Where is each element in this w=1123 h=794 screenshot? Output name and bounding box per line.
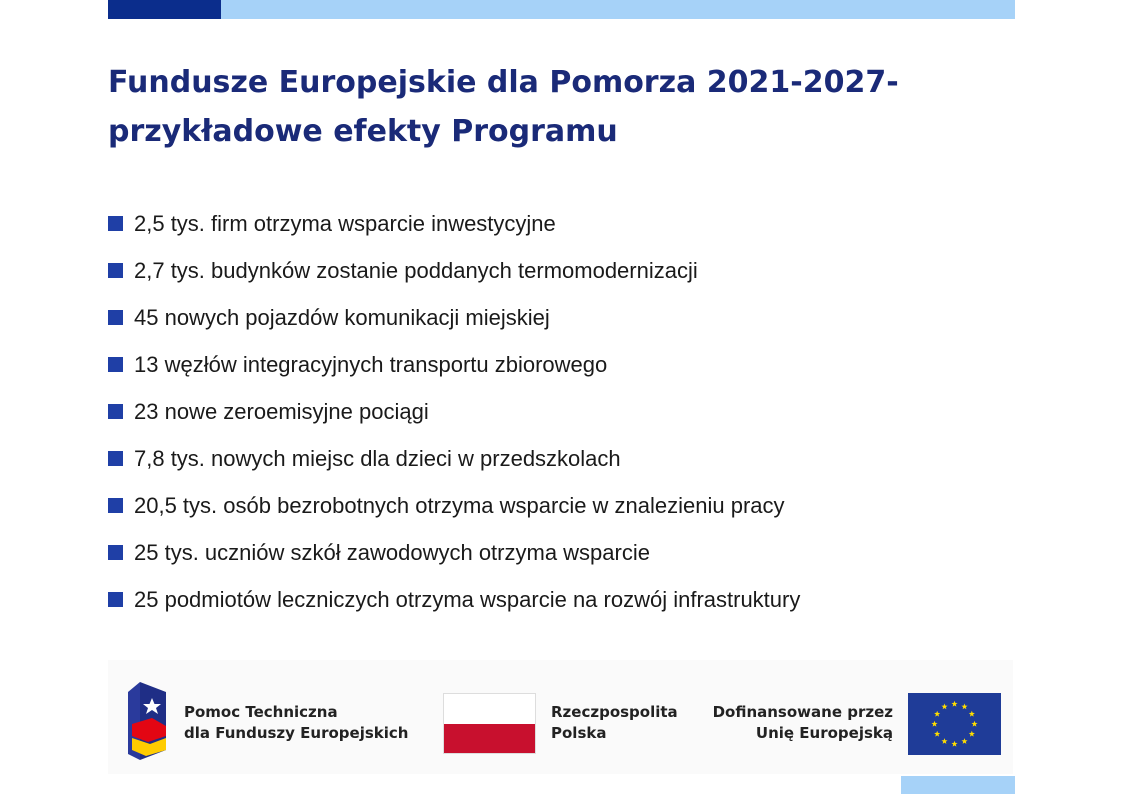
list-item: [108, 247, 800, 294]
republic-of-poland-caption: [551, 702, 678, 744]
bottom-accent-bar: [901, 776, 1015, 794]
page-title: [108, 58, 1008, 156]
list-item-text: 45 nowych pojazdów komunikacji miejskiej: [134, 304, 550, 330]
top-accent-bar-dark: [108, 0, 221, 19]
list-item: [108, 529, 800, 576]
eu-cofunding-line-2: Unię Europejską: [755, 724, 893, 742]
european-funds-logo-icon: [126, 680, 168, 762]
square-bullet-icon: [108, 404, 123, 419]
list-item: [108, 435, 800, 482]
eu-star-icon: [934, 731, 940, 737]
eu-flag-icon: [908, 693, 1001, 755]
square-bullet-icon: [108, 357, 123, 372]
list-item-text: 25 podmiotów leczniczych otrzyma wsparcie na rozwój infrastruktury: [134, 586, 801, 612]
square-bullet-icon: [108, 592, 123, 607]
page-title-line-1: Fundusze Europejskie dla Pomorza 2021-2027-: [108, 65, 899, 100]
eu-star-icon: [961, 738, 967, 744]
list-item-text: 2,7 tys. budynków zostanie poddanych termomodernizacji: [134, 257, 698, 283]
republic-of-poland-line-1: Rzeczpospolita: [551, 703, 678, 721]
square-bullet-icon: [108, 216, 123, 231]
list-item-text: 23 nowe zeroemisyjne pociągi: [134, 398, 429, 424]
eu-star-icon: [941, 738, 947, 744]
eu-star-icon: [971, 721, 977, 727]
list-item-text: 2,5 tys. firm otrzyma wsparcie inwestycyjne: [134, 210, 556, 236]
effects-list: [108, 200, 800, 623]
eu-star-icon: [934, 711, 940, 717]
square-bullet-icon: [108, 545, 123, 560]
republic-of-poland-line-2: Polska: [551, 724, 607, 742]
eu-star-icon: [941, 703, 947, 709]
square-bullet-icon: [108, 263, 123, 278]
eu-star-icon: [951, 701, 957, 707]
top-accent-bar-light: [221, 0, 1015, 19]
eu-star-icon: [931, 721, 937, 727]
list-item: [108, 200, 800, 247]
poland-flag-icon: [443, 693, 536, 754]
list-item: [108, 294, 800, 341]
square-bullet-icon: [108, 310, 123, 325]
list-item: [108, 388, 800, 435]
list-item-text: 7,8 tys. nowych miejsc dla dzieci w przedszkolach: [134, 445, 621, 471]
technical-assistance-line-2: dla Funduszy Europejskich: [184, 724, 409, 742]
eu-star-icon: [961, 703, 967, 709]
square-bullet-icon: [108, 498, 123, 513]
square-bullet-icon: [108, 451, 123, 466]
list-item: [108, 482, 800, 529]
eu-stars-circle-icon: [908, 693, 1001, 755]
list-item-text: 20,5 tys. osób bezrobotnych otrzyma wsparcie w znalezieniu pracy: [134, 492, 785, 518]
poland-flag-red-band: [444, 724, 535, 754]
technical-assistance-line-1: Pomoc Techniczna: [184, 703, 338, 721]
eu-star-icon: [969, 731, 975, 737]
technical-assistance-caption: [184, 702, 408, 744]
page-title-line-2: przykładowe efekty Programu: [108, 114, 618, 149]
eu-star-icon: [969, 711, 975, 717]
list-item-text: 25 tys. uczniów szkół zawodowych otrzyma wsparcie: [134, 539, 650, 565]
poland-flag-white-band: [444, 694, 535, 724]
eu-star-icon: [951, 741, 957, 747]
list-item: [108, 341, 800, 388]
eu-cofunding-line-1: Dofinansowane przez: [712, 703, 893, 721]
list-item-text: 13 węzłów integracyjnych transportu zbiorowego: [134, 351, 608, 377]
list-item: [108, 576, 800, 623]
eu-cofunding-caption: [700, 702, 893, 744]
